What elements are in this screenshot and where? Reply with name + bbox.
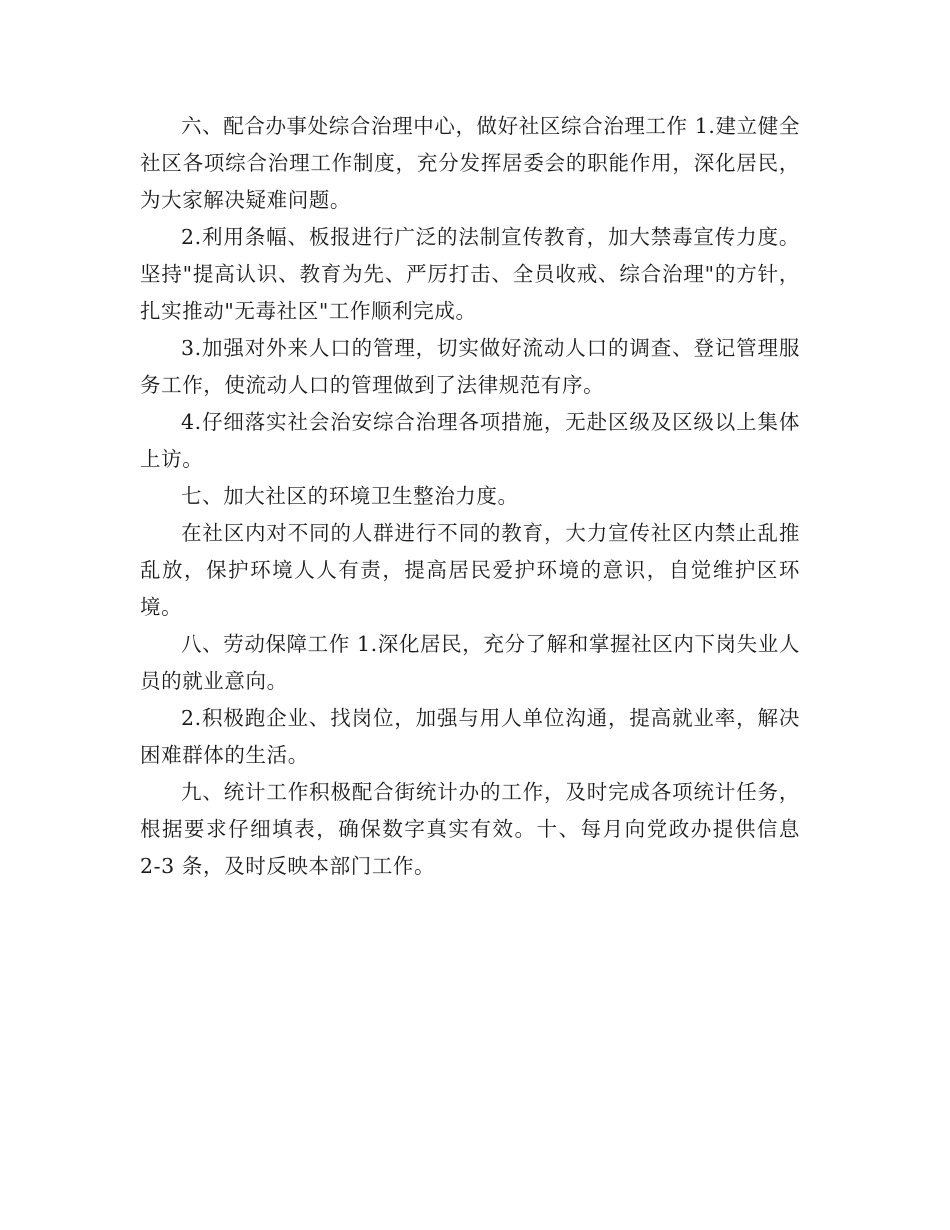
- paragraph-item-2: 2.利用条幅、板报进行广泛的法制宣传教育，加大禁毒宣传力度。坚持"提高认识、教育为先、严厉打击、全员收戒、综合治理"的方针，扎实推动"无毒社区"工作顺利完成。: [140, 225, 800, 323]
- paragraph-section-7-body: 在社区内对不同的人群进行不同的教育，大力宣传社区内禁止乱推乱放，保护环境人人有责，提高居民爱护环境的意识，自觉维护区环境。: [140, 521, 800, 619]
- paragraph-item-4: 4.仔细落实社会治安综合治理各项措施，无赴区级及区级以上集体上访。: [140, 410, 800, 471]
- paragraph-section-6: 六、配合办事处综合治理中心，做好社区综合治理工作 1.建立健全社区各项综合治理工作制度，充分发挥居委会的职能作用，深化居民，为大家解决疑难问题。: [140, 114, 800, 212]
- paragraph-section-8: 八、劳动保障工作 1.深化居民，充分了解和掌握社区内下岗失业人员的就业意向。: [140, 632, 800, 693]
- paragraph-section-9-10: 九、统计工作积极配合街统计办的工作，及时完成各项统计任务，根据要求仔细填表，确保数字真实有效。十、每月向党政办提供信息 2-3 条，及时反映本部门工作。: [140, 780, 800, 878]
- paragraph-section-7: 七、加大社区的环境卫生整治力度。: [181, 484, 519, 508]
- document-body: [140, 108, 800, 885]
- paragraph-section-8-item-2: 2.积极跑企业、找岗位，加强与用人单位沟通，提高就业率，解决困难群体的生活。: [140, 706, 800, 767]
- paragraph-item-3: 3.加强对外来人口的管理，切实做好流动人口的调查、登记管理服务工作，使流动人口的管理做到了法律规范有序。: [140, 336, 800, 397]
